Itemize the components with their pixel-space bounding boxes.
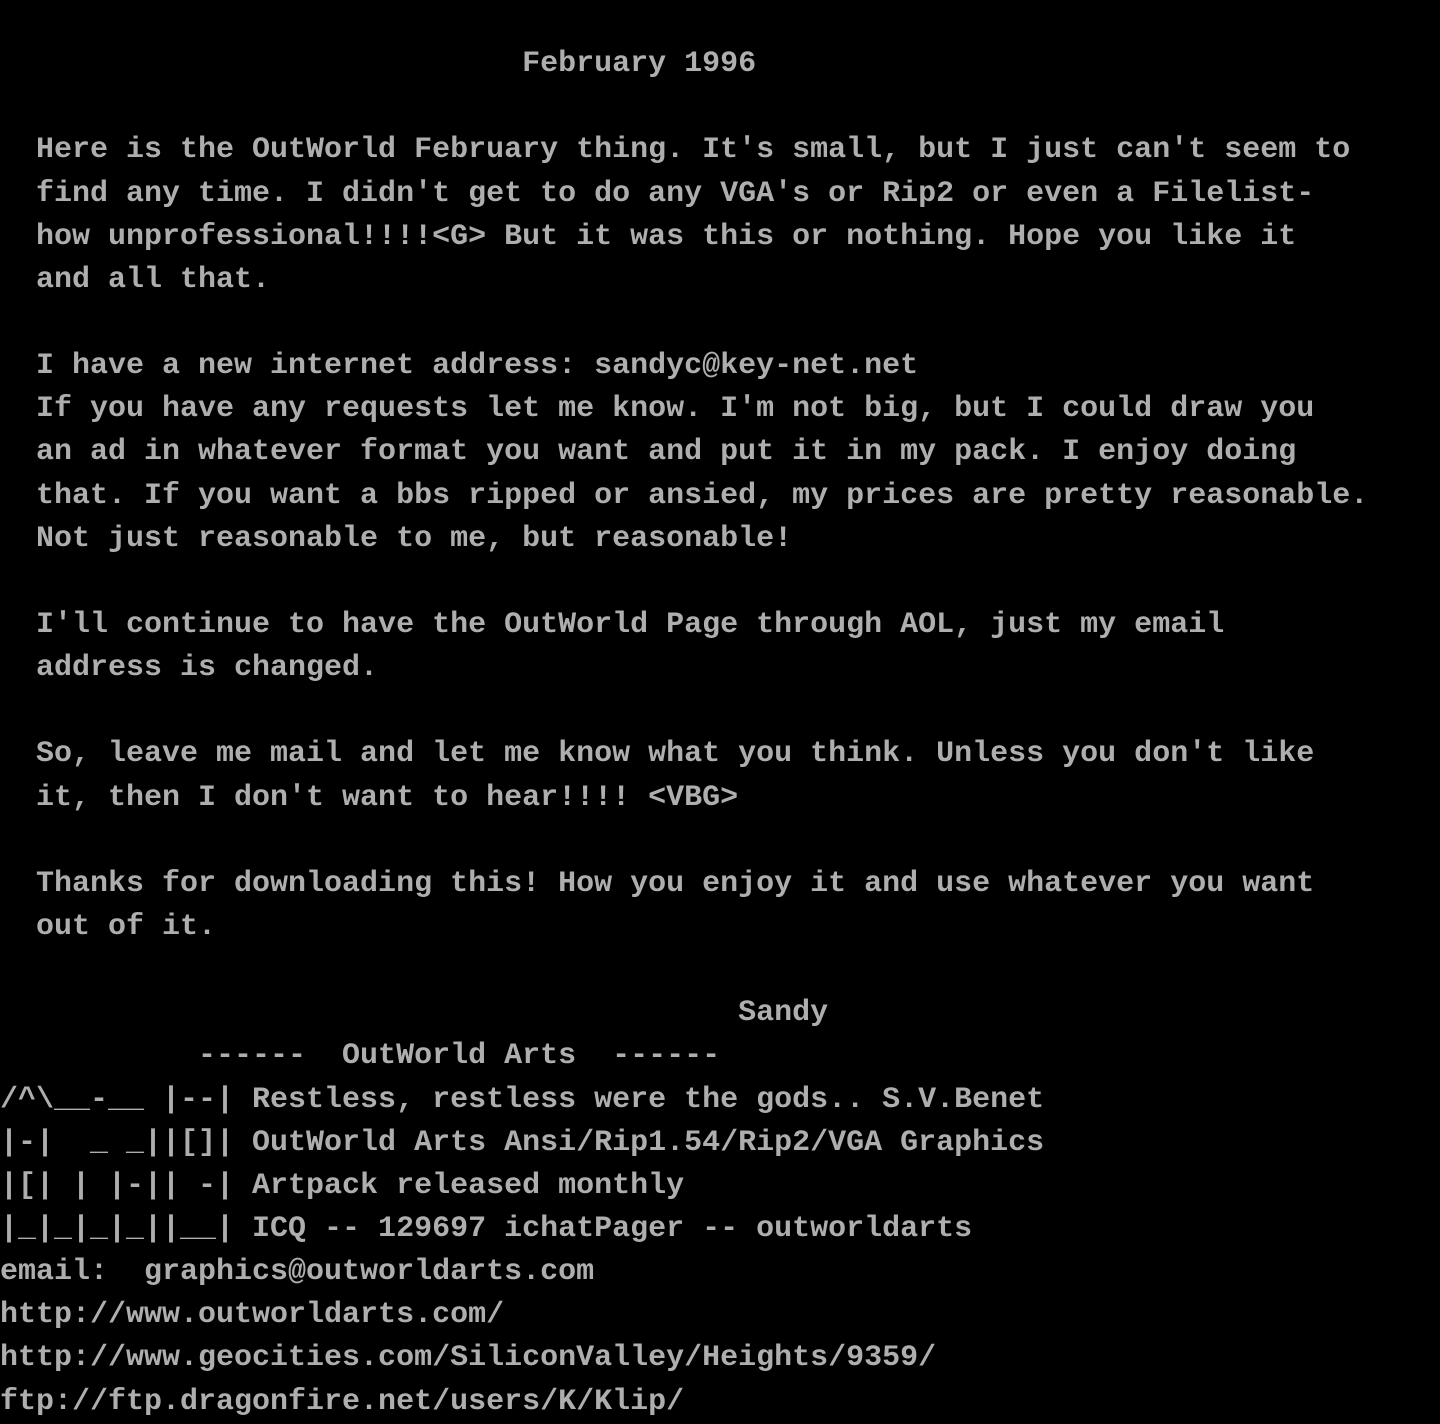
- ascii-logo-line-2: |-| _ _||[]| OutWorld Arts Ansi/Rip1.54/Rip2/VGA Graphics: [0, 1125, 1045, 1160]
- feedback-paragraph-line-2: it, then I don't want to hear!!!! <VBG>: [0, 780, 739, 815]
- thanks-paragraph-line-1: Thanks for downloading this! How you enjoy it and use whatever you want: [0, 866, 1315, 901]
- ascii-logo-line-1: /^\__-__ |--| Restless, restless were the gods.. S.V.Benet: [0, 1082, 1045, 1117]
- ascii-logo-line-4: |_|_|_|_||__| ICQ -- 129697 ichatPager -- outworldarts: [0, 1211, 973, 1246]
- requests-paragraph-line-4: Not just reasonable to me, but reasonable!: [0, 521, 793, 556]
- intro-paragraph-line-1: Here is the OutWorld February thing. It's small, but I just can't seem to: [0, 133, 1351, 168]
- website-url-line: http://www.outworldarts.com/: [0, 1298, 505, 1333]
- blank-line: [0, 820, 1440, 863]
- ftp-url-line: ftp://ftp.dragonfire.net/users/K/Klip/: [0, 1384, 685, 1419]
- blank-line: [0, 302, 1440, 345]
- contact-email-line: email: graphics@outworldarts.com: [0, 1255, 595, 1290]
- blank-line: [0, 561, 1440, 604]
- intro-paragraph-line-2: find any time. I didn't get to do any VGA's or Rip2 or even a Filelist-: [0, 176, 1315, 211]
- new-address-line: I have a new internet address: sandyc@key-net.net: [0, 349, 919, 384]
- intro-paragraph-line-3: how unprofessional!!!!<G> But it was this or nothing. Hope you like it: [0, 219, 1297, 254]
- thanks-paragraph-line-2: out of it.: [0, 909, 217, 944]
- blank-line: [0, 690, 1440, 733]
- requests-paragraph-line-3: that. If you want a bbs ripped or ansied, my prices are pretty reasonable.: [0, 478, 1369, 513]
- requests-paragraph-line-1: If you have any requests let me know. I'm not big, but I could draw you: [0, 392, 1315, 427]
- feedback-paragraph-line-1: So, leave me mail and let me know what you think. Unless you don't like: [0, 737, 1315, 772]
- aol-paragraph-line-2: address is changed.: [0, 651, 379, 686]
- aol-paragraph-line-1: I'll continue to have the OutWorld Page through AOL, just my email: [0, 607, 1225, 642]
- blank-line: [0, 0, 1440, 43]
- requests-paragraph-line-2: an ad in whatever format you want and put it in my pack. I enjoy doing: [0, 435, 1297, 470]
- blank-line: [0, 949, 1440, 992]
- date-heading: February 1996: [0, 47, 757, 82]
- blank-line: [0, 86, 1440, 129]
- signature-name: Sandy: [0, 996, 829, 1031]
- group-name-banner: ------ OutWorld Arts ------: [0, 1039, 721, 1074]
- intro-paragraph-line-4: and all that.: [0, 262, 271, 297]
- geocities-url-line: http://www.geocities.com/SiliconValley/Heights/9359/: [0, 1341, 937, 1376]
- ascii-logo-line-3: |[| | |-|| -| Artpack released monthly: [0, 1168, 685, 1203]
